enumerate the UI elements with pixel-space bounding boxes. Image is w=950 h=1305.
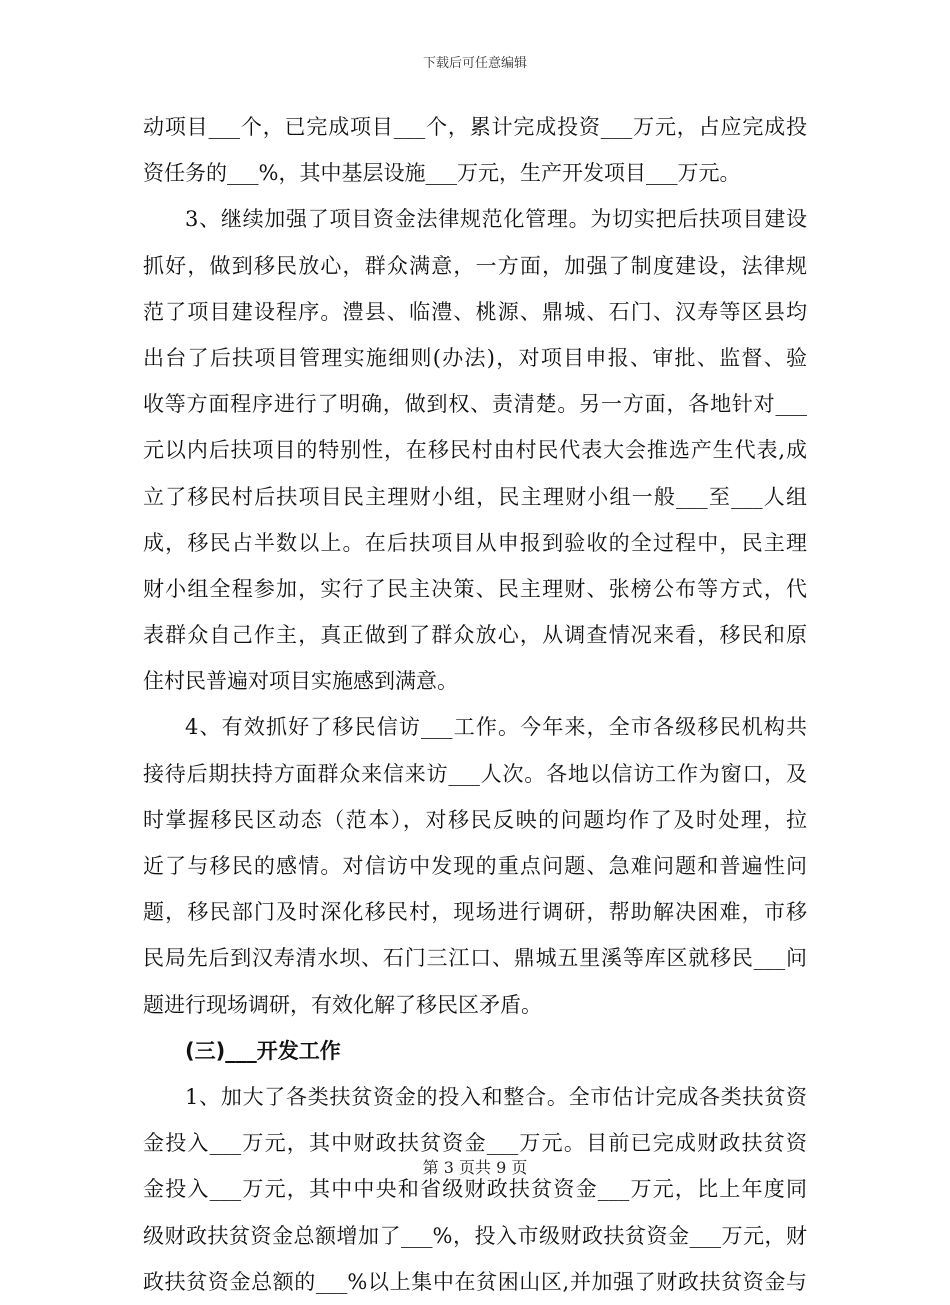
text-line: 近了与移民的感情。对信访中发现的重点问题、急难问题和普遍性问 — [143, 854, 807, 878]
text-line: 抓好，做到移民放心，群众满意，一方面，加强了制度建设，法律规 — [143, 253, 807, 278]
text-line: 时掌握移民区动态（范本），对移民反映的问题均作了及时处理，拉 — [143, 807, 807, 832]
text-line: 财小组全程参加，实行了民主决策、民主理财、张榜公布等方式，代 — [143, 576, 807, 601]
text-line: 1、加大了各类扶贫资金的投入和整合。全市估计完成各类扶贫资 — [185, 1084, 807, 1109]
text-line: 3、继续加强了项目资金法律规范化管理。为切实把后扶项目建设 — [185, 207, 807, 232]
text-line: 题，移民部门及时深化移民村，现场进行调研，帮助解决困难，市移 — [143, 900, 807, 925]
text-line: 级财政扶贫资金总额增加了___%，投入市级财政扶贫资金___万元，财 — [143, 1223, 807, 1248]
text-line: 表群众自己作主，真正做到了群众放心，从调查情况来看，移民和原 — [143, 623, 807, 648]
document-body — [143, 104, 807, 1305]
text-line: 元以内后扶项目的特别性，在移民村由村民代表大会推选产生代表,成 — [143, 438, 807, 463]
text-line: 金投入___万元，其中财政扶贫资金___万元。目前已完成财政扶贫资 — [143, 1131, 807, 1156]
text-line: 题进行现场调研，有效化解了移民区矛盾。 — [143, 992, 542, 1017]
text-line: 政扶贫资金总额的___%以上集中在贫困山区,并加强了财政扶贫资金与 — [143, 1269, 807, 1294]
text-line: 接待后期扶持方面群众来信来访___人次。各地以信访工作为窗口，及 — [143, 761, 807, 786]
text-line: 动项目___个，已完成项目___个，累计完成投资___万元，占应完成投 — [143, 115, 807, 139]
section-heading: (三)___开发工作 — [185, 1038, 341, 1063]
text-line: 范了项目建设程序。澧县、临澧、桃源、鼎城、石门、汉寿等区县均 — [143, 299, 807, 324]
page-number: 第 3 页共 9 页 — [422, 1158, 528, 1177]
text-line: 金投入___万元，其中中央和省级财政扶贫资金___万元，比上年度同 — [143, 1177, 807, 1202]
text-line: 成，移民占半数以上。在后扶项目从申报到验收的全过程中，民主理 — [143, 530, 807, 555]
page-header-note: 下载后可任意编辑 — [422, 56, 527, 71]
text-line: 立了移民村后扶项目民主理财小组，民主理财小组一般___至___人组 — [143, 484, 807, 509]
text-line: 收等方面程序进行了明确，做到权、责清楚。另一方面，各地针对___ — [143, 392, 807, 417]
text-line: 住村民普遍对项目实施感到满意。 — [143, 669, 458, 694]
text-line: 民局先后到汉寿清水坝、石门三江口、鼎城五里溪等库区就移民___问 — [143, 946, 807, 971]
text-line: 资任务的___%，其中基层设施___万元，生产开发项目___万元。 — [143, 161, 741, 186]
text-line: 4、有效抓好了移民信访___工作。今年来，全市各级移民机构共 — [185, 715, 807, 740]
text-line: 出台了后扶项目管理实施细则(办法)，对项目申报、审批、监督、验 — [143, 345, 807, 370]
